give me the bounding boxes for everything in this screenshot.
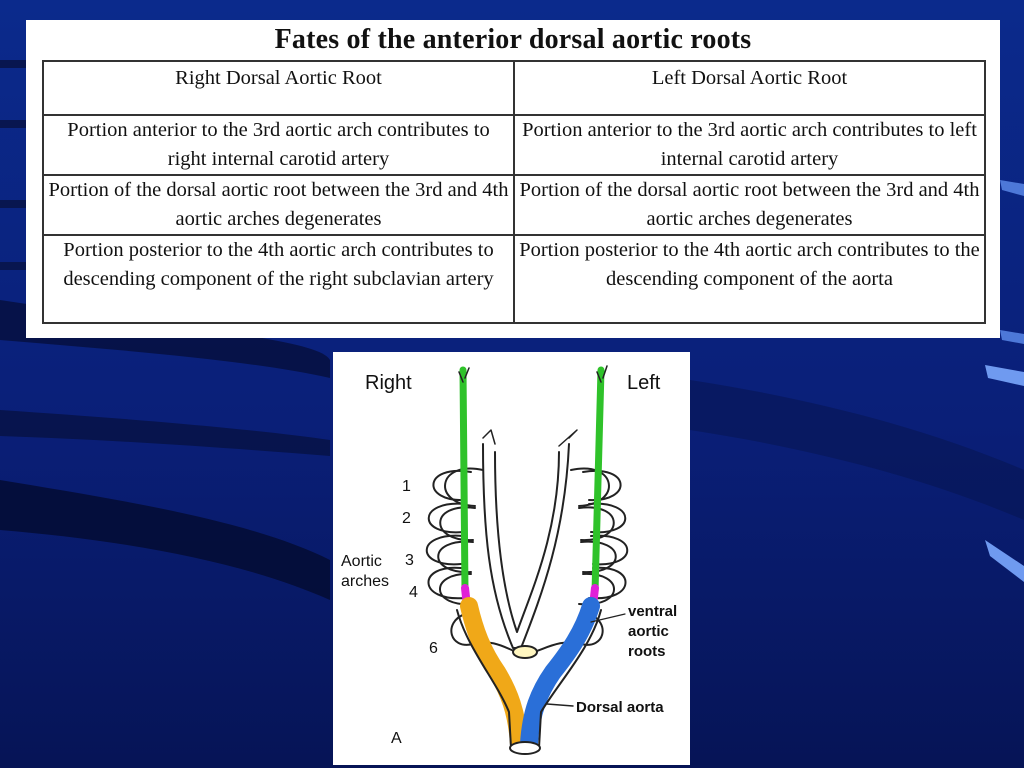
table-row <box>43 235 985 323</box>
table-row <box>43 175 985 235</box>
ventral-aortic-roots-label: ventral aortic roots <box>628 603 678 660</box>
arch-number: 6 <box>429 640 438 657</box>
right-arch-loops <box>427 469 483 605</box>
table-header-row <box>43 61 985 115</box>
slide-title: Fates of the anterior dorsal aortic roots <box>274 24 752 55</box>
label-left: Left <box>627 372 661 394</box>
fates-table-panel <box>26 20 1000 338</box>
panel-letter: A <box>391 730 402 747</box>
label-right: Right <box>365 372 412 394</box>
aortic-arches-label: Aortic arches <box>341 553 390 590</box>
dorsal-aorta-label: Dorsal aorta <box>576 699 664 716</box>
table-cell: Portion posterior to the 4th aortic arch contributes to descending component of the right subclavian artery <box>43 235 514 323</box>
header-left-root: Left Dorsal Aortic Root <box>514 61 985 115</box>
table-cell: Portion posterior to the 4th aortic arch contributes to the descending component of the aorta <box>514 235 985 323</box>
table-cell: Portion anterior to the 3rd aortic arch contributes to left internal carotid artery <box>514 115 985 175</box>
aortic-arch-diagram <box>333 352 690 765</box>
header-right-root: Right Dorsal Aortic Root <box>43 61 514 115</box>
arch-number: 4 <box>409 584 418 601</box>
arch-number: 2 <box>402 510 411 527</box>
arch-number: 1 <box>402 478 411 495</box>
table-row <box>43 115 985 175</box>
table-cell: Portion of the dorsal aortic root between the 3rd and 4th aortic arches degenerates <box>43 175 514 235</box>
fates-table <box>42 60 986 324</box>
table-cell: Portion of the dorsal aortic root between the 3rd and 4th aortic arches degenerates <box>514 175 985 235</box>
arch-number: 3 <box>405 552 414 569</box>
table-cell: Portion anterior to the 3rd aortic arch contributes to right internal carotid artery <box>43 115 514 175</box>
